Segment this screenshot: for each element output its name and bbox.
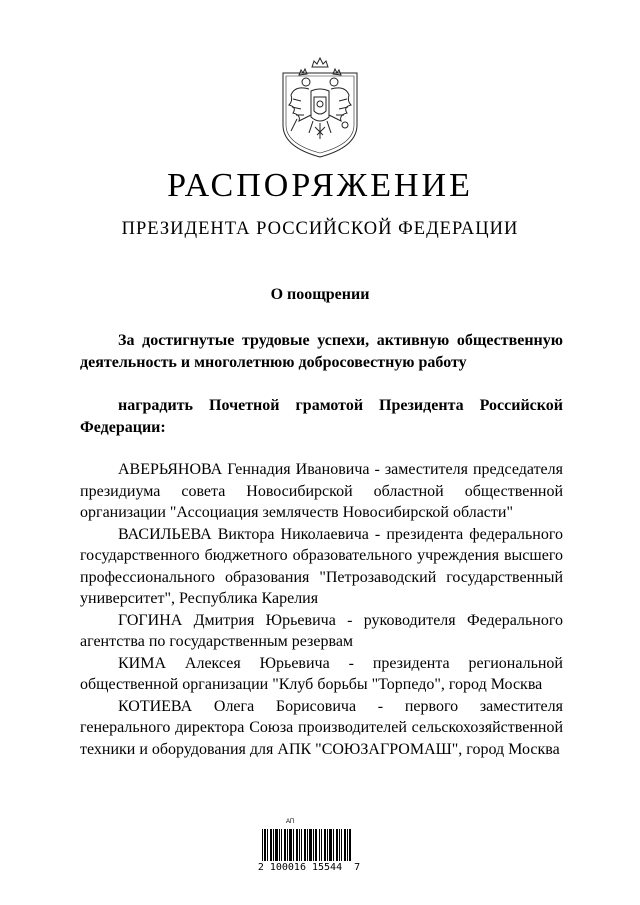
russian-coat-of-arms-emblem [279,55,361,159]
awardee-entry: ГОГИНА Дмитрия Юрьевича - руководителя Федерального агентства по государственным резервам [80,611,563,650]
awardee-entry: КИМА Алексея Юрьевича - президента региональной общественной организации "Клуб борьбы "Торпедо", город Москва [80,654,563,693]
preamble-paragraph: За достигнутые трудовые успехи, активную общественную деятельность и многолетнюю добросовестную работу [80,332,563,371]
awardee-entry: ВАСИЛЬЕВА Виктора Николаевича - президента федерального государственного бюджетного образовательного учреждения высшего профессионального образования "Петрозаводский государственный университет", Республика Карелия [80,525,563,607]
document-subtitle: ПРЕЗИДЕНТА РОССИЙСКОЙ ФЕДЕРАЦИИ [121,219,519,239]
awardee-entry: КОТИЕВА Олега Борисовича - первого заместителя генерального директора Союза производителей сельскохозяйственной техники и оборудования для АПК "СОЮЗАГРОМАШ", город Москва [80,697,563,758]
barcode-number: 2 100016 15544 7 [254,861,364,875]
barcode-label: АП [286,819,295,825]
decision-paragraph: наградить Почетной грамотой Президента Российской Федерации: [80,397,563,436]
document-subject: О поощрении [270,286,370,303]
awardees-list [80,459,563,760]
awardee-entry: АВЕРЬЯНОВА Геннадия Ивановича - заместителя председателя президиума совета Новосибирской областной общественной организации "Ассоциация землячеств Новосибирской области" [80,461,563,521]
document-title: РАСПОРЯЖЕНИЕ [167,167,473,204]
